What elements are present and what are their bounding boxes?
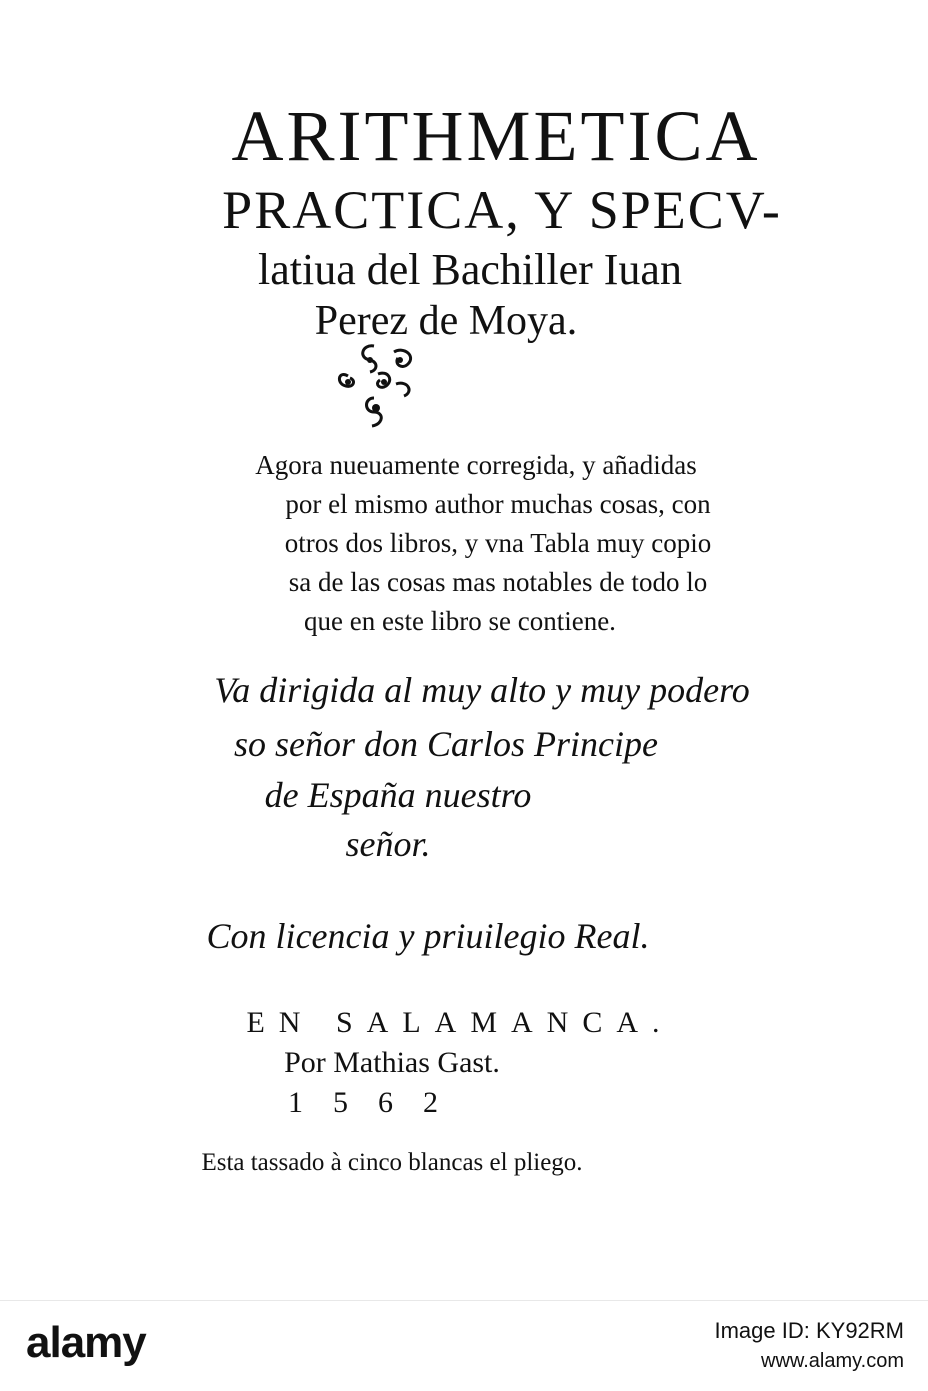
printers-ornament-icon [334,340,418,430]
title-line-1: ARITHMETICA [231,96,761,176]
dedication-line-2: so señor don Carlos Principe [233,724,658,764]
year-line: 1562 [288,1086,468,1119]
alamy-logo: alamy [26,1318,146,1367]
stock-url: www.alamy.com [761,1350,904,1372]
license-line: Con licencia y priuilegio Real. [206,916,650,956]
printer-line: Por Mathias Gast. [284,1046,500,1079]
city-line: EN SALAMANCA. [246,1006,674,1039]
body-line-3: otros dos libros, y vna Tabla muy copio [284,528,712,558]
price-line: Esta tassado à cinco blancas el pliego. [201,1149,583,1176]
title-line-4: Perez de Moya. [314,298,578,344]
dedication-line-1: Va dirigida al muy alto y muy podero [214,670,750,710]
title-line-2: PRACTICA, Y SPECV- [222,180,782,240]
body-line-2: por el mismo author muchas cosas, con [285,489,711,519]
body-line-4: sa de las cosas mas notables de todo lo [288,567,708,597]
body-line-5: que en este libro se contiene. [304,606,616,636]
title-line-3: latiua del Bachiller Iuan [258,245,682,294]
image-id: Image ID: KY92RM [714,1318,904,1343]
dedication-line-4: señor. [345,824,431,864]
body-line-1: Agora nueuamente corregida, y añadidas [255,450,697,480]
dedication-line-3: de España nuestro [264,775,532,815]
